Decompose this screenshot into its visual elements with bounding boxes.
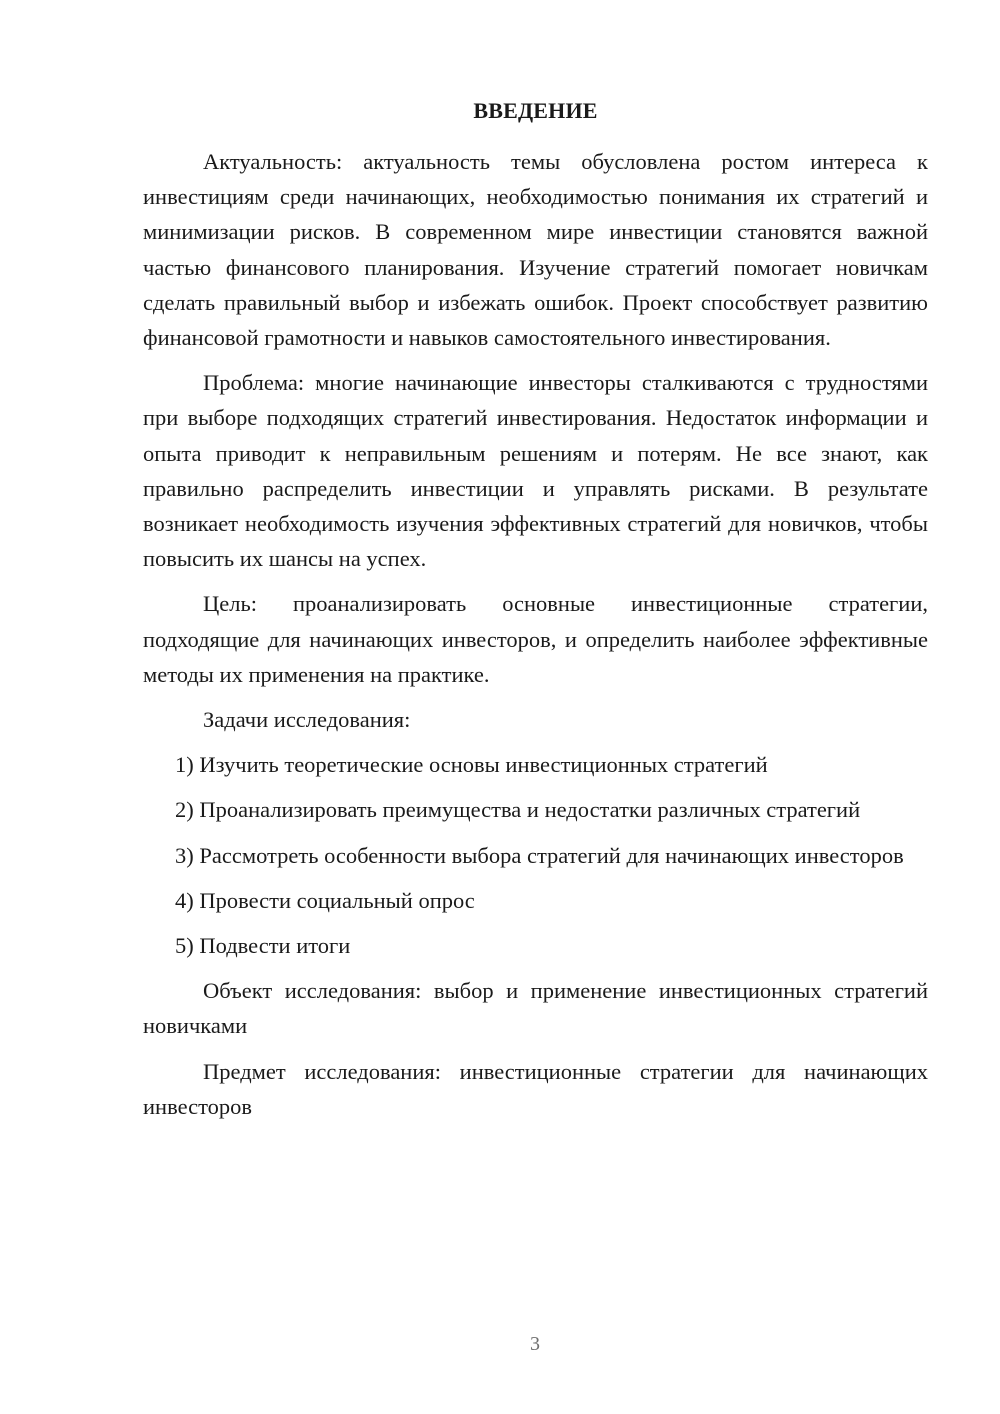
section-title: ВВЕДЕНИЕ xyxy=(473,98,598,123)
goal-paragraph: Цель: проанализировать основные инвестиционные стратегии, подходящие для начинающих инвесторов, и определить наиболее эффективные методы их применения на практике. xyxy=(143,591,928,687)
task-item-4: 4) Провести социальный опрос xyxy=(175,887,475,913)
problem-paragraph: Проблема: многие начинающие инвесторы сталкиваются с трудностями при выборе подходящих стратегий инвестирования. Недостаток информации и опыта приводит к неправильным решениям и потерям. Не все знают, как правильно распределить инвестиции и управлять рисками. В результате возникает необходимость изучения эффективных стратегий для новичков, чтобы повысить их шансы на успех. xyxy=(143,370,928,572)
object-paragraph: Объект исследования: выбор и применение инвестиционных стратегий новичками xyxy=(143,978,928,1039)
task-item-2: 2) Проанализировать преимущества и недостатки различных стратегий xyxy=(175,797,861,823)
page-content xyxy=(143,94,928,1134)
task-item-3: 3) Рассмотреть особенности выбора стратегий для начинающих инвесторов xyxy=(175,842,904,868)
task-item-5: 5) Подвести итоги xyxy=(175,933,351,959)
task-item-1: 1) Изучить теоретические основы инвестиционных стратегий xyxy=(175,752,768,778)
subject-paragraph: Предмет исследования: инвестиционные стратегии для начинающих инвесторов xyxy=(143,1058,928,1119)
tasks-heading: Задачи исследования: xyxy=(203,707,411,733)
page-number: 3 xyxy=(530,1333,540,1355)
relevance-paragraph: Актуальность: актуальность темы обусловлена ростом интереса к инвестициям среди начинающих, необходимостью понимания их стратегий и минимизации рисков. В современном мире инвестиции становятся важной частью финансового планирования. Изучение стратегий помогает новичкам сделать правильный выбор и избежать ошибок. Проект способствует развитию финансовой грамотности и навыков самостоятельного инвестирования. xyxy=(143,149,928,351)
